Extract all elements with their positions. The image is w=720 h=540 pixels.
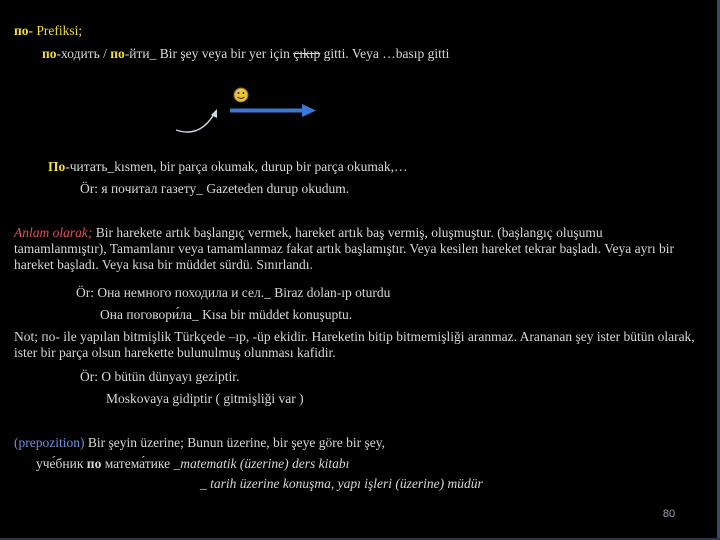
prep-text: Bir şeyin üzerine; Bunun üzerine, bir şeye göre bir şey,: [84, 435, 386, 450]
anlam-text: Bir harekete artık başlangıç vermek, hareket artık baş vermiş, oluşmuştur. (başlangıç oluşumu tamamlanmıştır), Tamamlanır veya tamamlanmaz fakat artık başlamıştır. Veya kesilen hareket tekrar başladı. Veya ayrı bir hareket başladı. Veya kısa bir müddet sürdü. Sınırlandı.: [14, 225, 674, 273]
uchebnik-a: уче́бник: [36, 456, 87, 471]
prefix-po-3: По: [48, 159, 66, 174]
line-poyti: [42, 46, 449, 62]
anlam-paragraph: [14, 225, 696, 274]
line-pochitat: [48, 159, 407, 175]
example-dunya: Ör: O bütün dünyayı geziptir.: [80, 369, 240, 384]
anlam-label: Anlam olarak;: [14, 225, 93, 240]
page-number: 80: [662, 508, 676, 520]
example-tarih: _ tarih üzerine konuşma, yapı işleri (üzerine) müdür: [200, 476, 483, 491]
heading-rest: Prefiksi;: [33, 23, 83, 38]
line1-tail: gitti. Veya …basıp gitti: [320, 46, 450, 61]
prefix-po-2: по: [110, 46, 125, 61]
note-paragraph: Not; по- ile yapılan bitmişlik Türkçede –ıp, -üp ekidir. Hareketin bitip bitmemişliği aranmaz. Arananan şey ister bütün olarak, ister bir parça olsun harekette bulunulmuş olunması kafidir.: [14, 329, 695, 361]
prepozition-line: [14, 435, 385, 451]
line1-part1: -ходить /: [56, 46, 111, 61]
line1-part2: -йти_ Bir şey veya bir yer için: [124, 46, 294, 61]
example-pokhodila: Ör: Она немного походила и сел._ Biraz dolan-ıp oturdu: [76, 285, 391, 300]
example-pogovorila: Она поговори́ла_ Kısa bir müddet konuşuptu.: [100, 307, 353, 322]
right-arrow-icon: [230, 104, 316, 117]
example-moskova: Moskovaya gidiptir ( gitmişliği var ): [106, 391, 304, 406]
heading-prefix: по-: [14, 23, 34, 38]
uchebnik-d: matematik (üzerine) ders kitabı: [180, 456, 350, 471]
uchebnik-po: по: [86, 456, 102, 471]
motion-diagram: [160, 80, 320, 140]
smiley-face-icon: [234, 88, 248, 102]
example-pochital: Ör: я почитал газету_ Gazeteden durup okudum.: [80, 181, 350, 196]
uchebnik-c: матема́тике _: [101, 456, 181, 471]
curved-arrow-icon: [176, 109, 217, 132]
struck-word: çıkıp: [293, 46, 321, 61]
line2-rest: -читать_kısmen, bir parça okumak, durup bir parça okumak,…: [65, 159, 408, 174]
example-uchebnik: [36, 456, 349, 472]
prefix-po-1: по: [42, 46, 57, 61]
prep-label: (prepozition): [14, 435, 85, 450]
heading: [14, 23, 82, 39]
